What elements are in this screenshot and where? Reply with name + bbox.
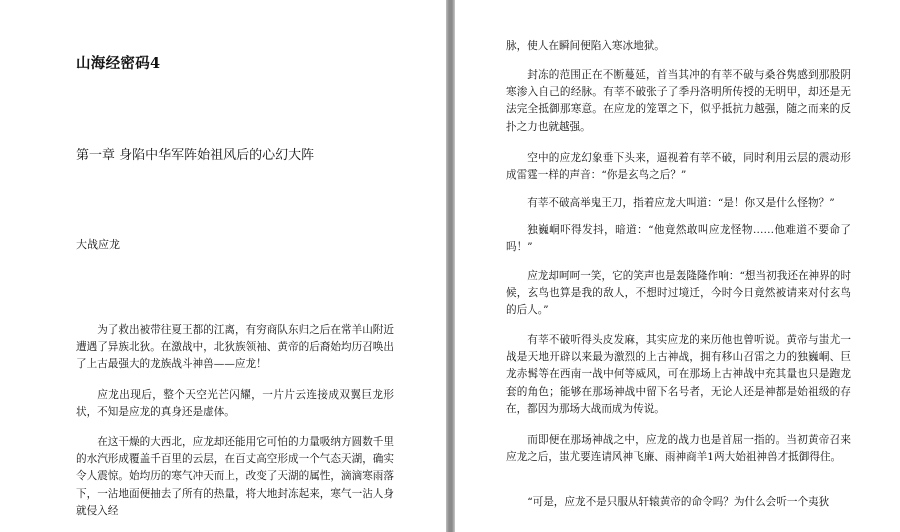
paragraph: 独巍峒吓得发抖，暗道：“他竟然敢叫应龙怪物……他难道不要命了吗！”: [506, 224, 851, 254]
book-title: 山海经密码4: [76, 55, 161, 72]
paragraph: 封冻的范围正在不断蔓延，首当其冲的有莘不破与桑谷隽感到那股阴寒渗入自己的经脉。有莘不破张子了季丹洛明所传授的无明甲，却还是无法完全抵御那寒意。在应龙的笼罩之下，似乎抵抗力越强，随之而来的反扑之力也就越强。: [506, 69, 851, 133]
paragraph: 有莘不破高举鬼王刀，指着应龙大叫道：“是！你又是什么怪物？”: [527, 197, 835, 209]
paragraph: 空中的应龙幻象垂下头来，逼视着有莘不破，同时利用云层的震动形成雷霆一样的声音：“你是玄鸟之后？”: [506, 152, 851, 182]
paragraph: 有莘不破听得头皮发麻，其实应龙的来历他也曾听说。黄帝与蚩尤一战是天地开辟以来最为激烈的上古神战，拥有移山召雷之力的独巍峒、巨龙赤髯等在西南一战中何等威风，可在那场上古神战中充其量也只是跑龙套的角色；能够在那场神战中留下名号者，无论人还是神都是始祖级的存在，都因为那场大战而成为传说。: [506, 334, 851, 415]
paragraph: 应龙却呵呵一笑，它的笑声也是轰隆隆作响：“想当初我还在神界的时候，玄鸟也算是我的敌人，不想时过境迁，今时今日竟然被请来对付玄鸟的后人。”: [506, 270, 851, 317]
paragraph: 脉，使人在瞬间便陷入寒冰地狱。: [506, 40, 665, 52]
paragraph: 而即便在那场神战之中，应龙的战力也是首屈一指的。当初黄帝召来应龙之后，蚩尤要连请风神飞廉、雨神商羊1两大始祖神兽才抵御得住。: [506, 434, 851, 464]
page-divider: [446, 0, 455, 532]
left-page: [0, 0, 446, 532]
right-page: [455, 0, 900, 532]
paragraph: “可是，应龙不是只服从轩辕黄帝的命令吗？为什么会听一个夷狄: [527, 496, 830, 508]
paragraph: 在这干燥的大西北，应龙却还能用它可怕的力量吸纳方圆数千里的水汽形成覆盖千百里的云层，在百丈高空形成一个气态天湖，确实令人震惊。始均历的寒气冲天而上，改变了天湖的属性，滴滴寒雨落下，一沾地面便抽去了所有的热量，将大地封冻起来，寒气一沾人身就侵入经: [76, 436, 394, 517]
chapter-title: 第一章 身陷中华军阵始祖风后的心幻大阵: [76, 148, 315, 163]
paragraph: 为了救出被带往夏王都的江离，有穷商队东归之后在常羊山附近遭遇了异族北狄。在激战中，北狄族领袖、黄帝的后裔始均历召唤出了上古最强大的龙族战斗神兽——应龙！: [76, 324, 394, 371]
paragraph: 应龙出现后，整个天空光芒闪耀，一片片云连接成双翼巨龙形状，不知是应龙的真身还是虚体。: [76, 389, 394, 419]
section-title: 大战应龙: [76, 238, 120, 251]
